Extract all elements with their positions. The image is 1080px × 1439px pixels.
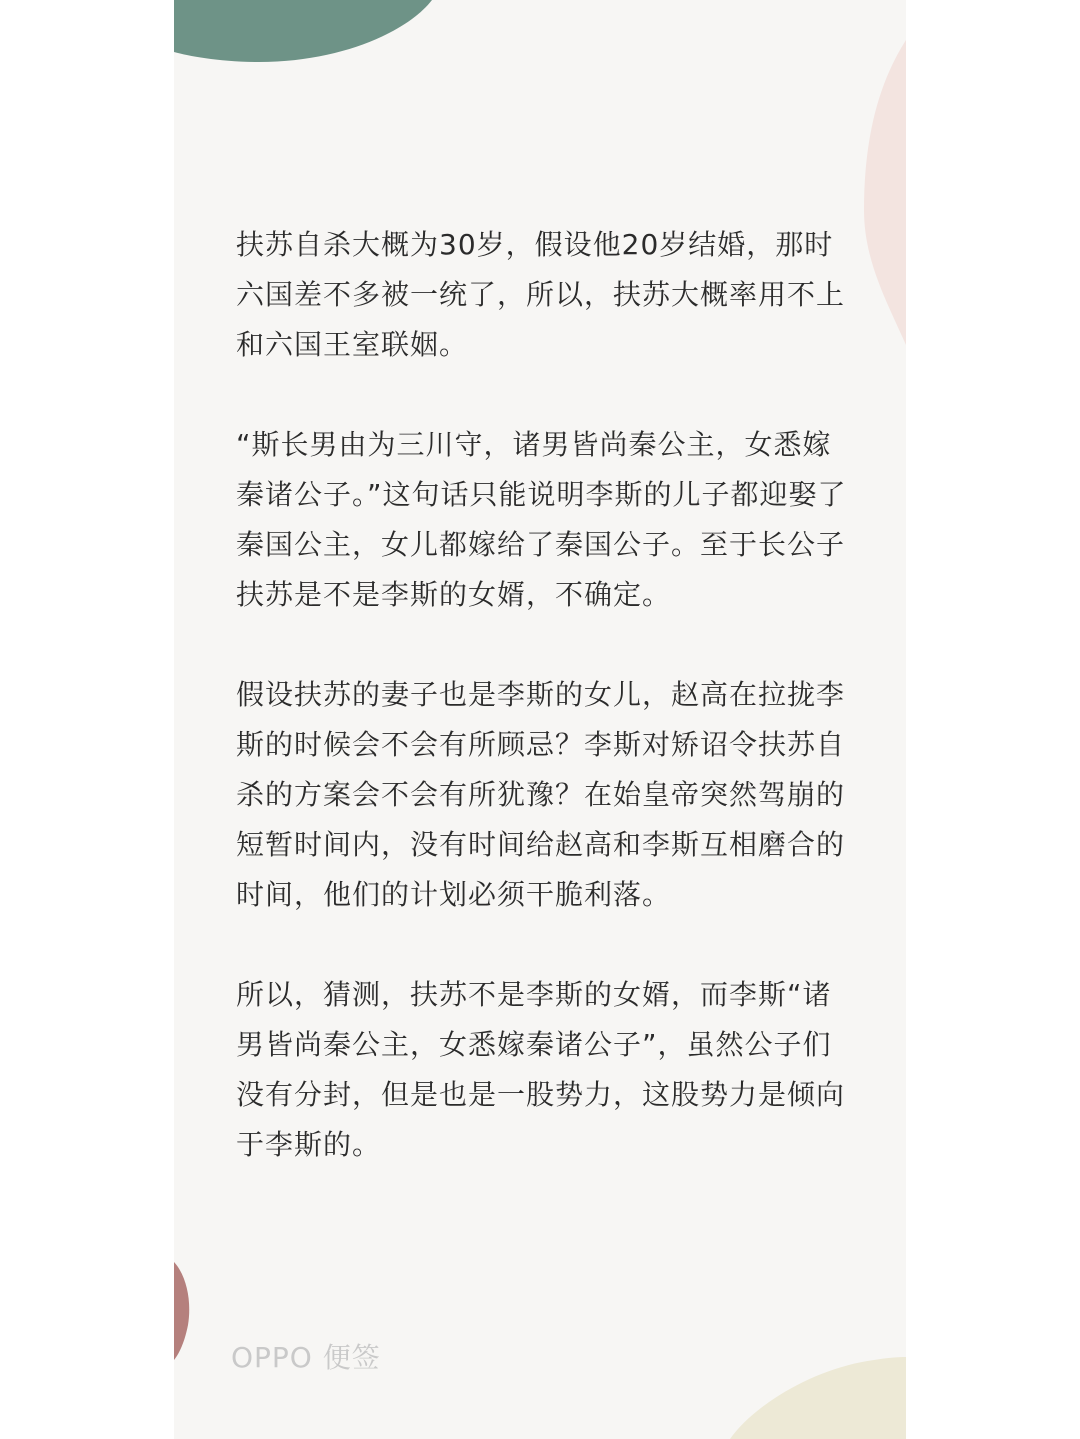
bottom-left-blob bbox=[174, 1262, 189, 1360]
note-paragraph-1: 扶苏自杀大概为30岁，假设他20岁结婚，那时六国差不多被一统了，所以，扶苏大概率用不上和六国王室联姻。 bbox=[236, 228, 846, 361]
right-edge-blob bbox=[864, 40, 906, 345]
note-paragraph-4: 所以，猜测，扶苏不是李斯的女婿，而李斯“诸男皆尚秦公主，女悉嫁秦诸公子”，虽然公子们没有分封，但是也是一股势力，这股势力是倾向于李斯的。 bbox=[236, 978, 846, 1161]
note-paragraph-2: “斯长男由为三川守，诸男皆尚秦公主，女悉嫁秦诸公子。”这句话只能说明李斯的儿子都迎娶了秦国公主，女儿都嫁给了秦国公子。至于长公子扶苏是不是李斯的女婿，不确定。 bbox=[236, 428, 847, 611]
bottom-right-blob bbox=[730, 1357, 906, 1439]
note-body[interactable] bbox=[236, 220, 851, 1220]
top-left-blob bbox=[174, 0, 432, 62]
footer-brand-label: OPPO 便签 bbox=[231, 1341, 381, 1374]
note-paragraph-3: 假设扶苏的妻子也是李斯的女儿，赵高在拉拢李斯的时候会不会有所顾忌？李斯对矫诏令扶苏自杀的方案会不会有所犹豫？在始皇帝突然驾崩的短暂时间内，没有时间给赵高和李斯互相磨合的时间，他们的计划必须干脆利落。 bbox=[236, 678, 846, 911]
note-card bbox=[174, 0, 906, 1439]
